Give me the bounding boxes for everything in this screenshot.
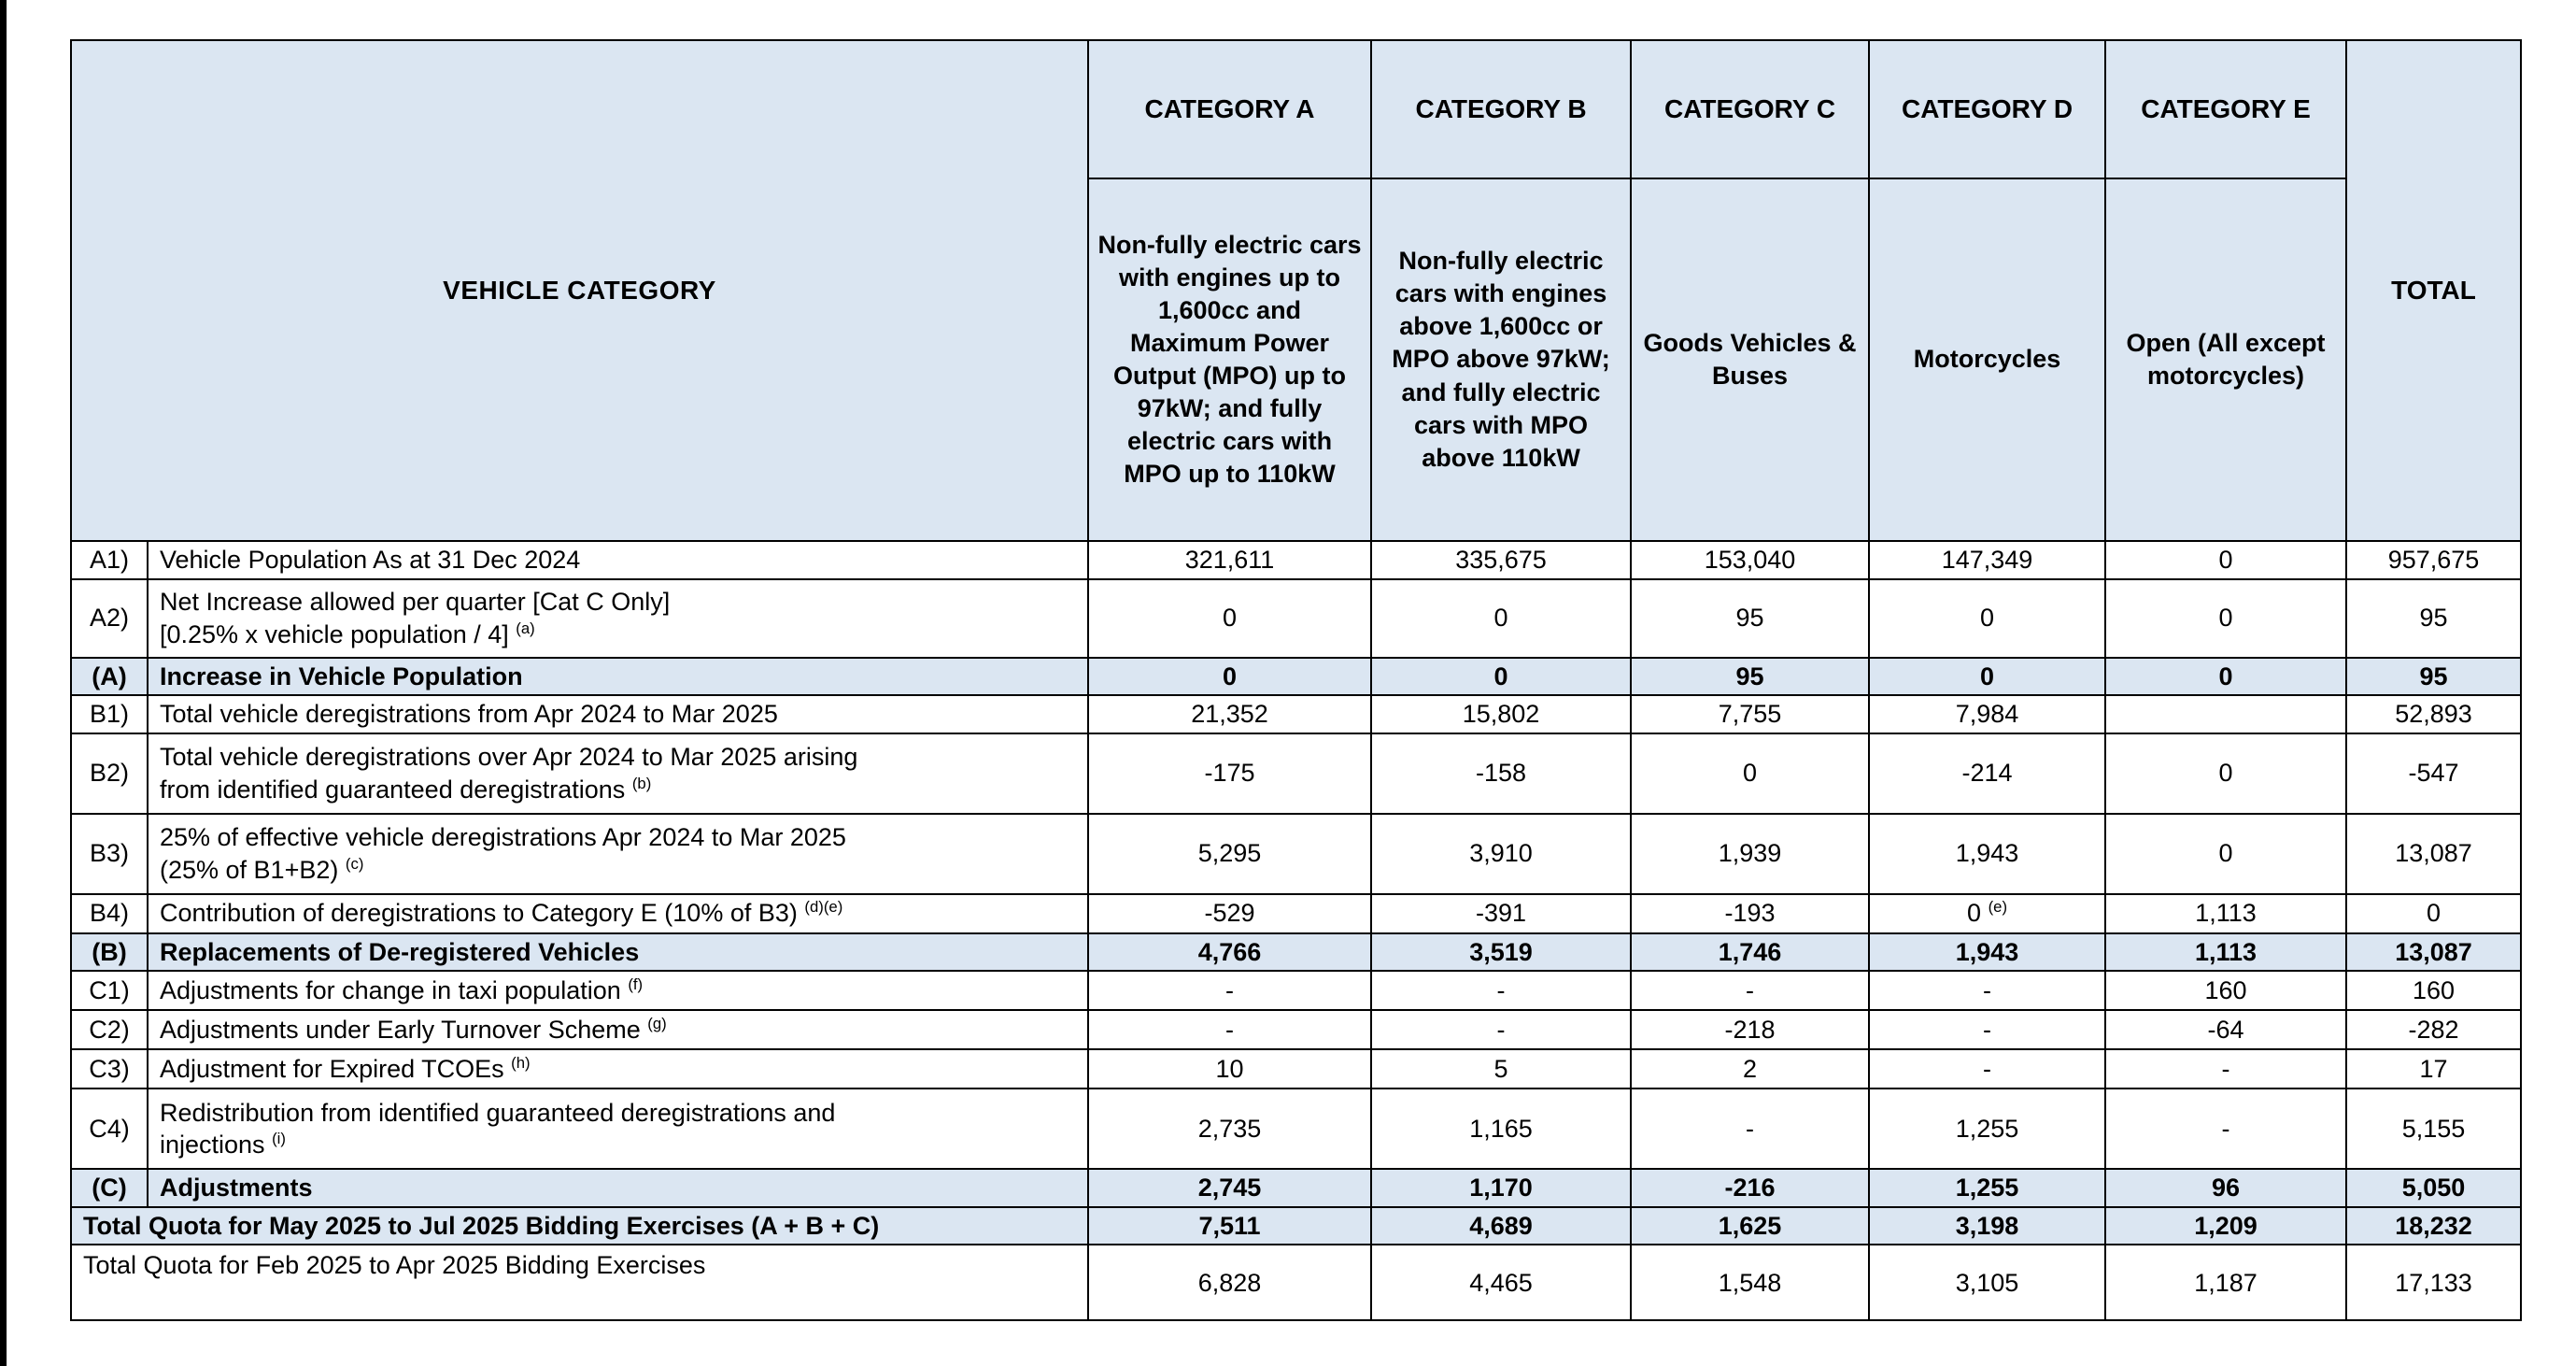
header-category-b: CATEGORY B (1371, 40, 1631, 178)
cell-total: 17,133 (2346, 1245, 2521, 1320)
cell-cat-e (2105, 695, 2346, 733)
table-row (71, 1207, 2521, 1245)
cell-cat-b: 4,689 (1371, 1207, 1631, 1245)
header-category-a: CATEGORY A (1088, 40, 1371, 178)
cell-cat-c: 95 (1631, 579, 1869, 658)
cell-cat-a: 2,745 (1088, 1169, 1371, 1207)
cell-total: 95 (2346, 658, 2521, 696)
desc-category-d: Motorcycles (1869, 178, 2105, 541)
cell-cat-b: 1,170 (1371, 1169, 1631, 1207)
cell-cat-b: - (1371, 1010, 1631, 1049)
cell-cat-b: 1,165 (1371, 1089, 1631, 1169)
desc-category-b: Non-fully electric cars with engines above 1,600cc or MPO above 97kW; and fully electric cars with MPO above 110kW (1371, 178, 1631, 541)
header-total: TOTAL (2346, 40, 2521, 541)
table-row (71, 733, 2521, 814)
table-row (71, 971, 2521, 1010)
row-id: A1) (71, 541, 148, 579)
row-label: Adjustment for Expired TCOEs $^{(h)}$ (148, 1049, 1088, 1089)
cell-cat-b: -391 (1371, 894, 1631, 933)
cell-cat-e: 1,113 (2105, 933, 2346, 972)
cell-total: 5,050 (2346, 1169, 2521, 1207)
row-id: B1) (71, 695, 148, 733)
row-label: Total Quota for May 2025 to Jul 2025 Bidding Exercises (A + B + C) (71, 1207, 1088, 1245)
cell-cat-b: 335,675 (1371, 541, 1631, 579)
cell-cat-c: - (1631, 971, 1869, 1010)
header-category-e: CATEGORY E (2105, 40, 2346, 178)
cell-cat-c: -193 (1631, 894, 1869, 933)
cell-total: -282 (2346, 1010, 2521, 1049)
row-id: C1) (71, 971, 148, 1010)
row-label: Total vehicle deregistrations over Apr 2024 to Mar 2025 arising from identified guaranteed deregistrations $^{(b)}$ (148, 733, 1088, 814)
cell-cat-a: 0 (1088, 658, 1371, 696)
cell-cat-d: 0 $^{(e)}$ (1869, 894, 2105, 933)
row-label: Adjustments for change in taxi population $^{(f)}$ (148, 971, 1088, 1010)
row-id: B3) (71, 814, 148, 894)
table-row (71, 933, 2521, 972)
table-row (71, 541, 2521, 579)
cell-total: 13,087 (2346, 814, 2521, 894)
row-label: 25% of effective vehicle deregistrations Apr 2024 to Mar 2025 (25% of B1+B2) $^{(c)}$ (148, 814, 1088, 894)
cell-cat-b: 0 (1371, 658, 1631, 696)
table-row (71, 579, 2521, 658)
cell-cat-e: -64 (2105, 1010, 2346, 1049)
row-id: C4) (71, 1089, 148, 1169)
cell-cat-c: 95 (1631, 658, 1869, 696)
row-label: Contribution of deregistrations to Category E (10% of B3) $^{(d)(e)}$ (148, 894, 1088, 933)
row-label: Replacements of De-registered Vehicles (148, 933, 1088, 972)
table-row (71, 1245, 2521, 1320)
desc-category-c: Goods Vehicles & Buses (1631, 178, 1869, 541)
cell-cat-d: 1,943 (1869, 814, 2105, 894)
cell-total: 0 (2346, 894, 2521, 933)
cell-cat-e: 1,187 (2105, 1245, 2346, 1320)
cell-cat-c: 1,939 (1631, 814, 1869, 894)
cell-cat-d: 147,349 (1869, 541, 2105, 579)
row-label: Total Quota for Feb 2025 to Apr 2025 Bidding Exercises (71, 1245, 1088, 1320)
cell-cat-c: - (1631, 1089, 1869, 1169)
cell-cat-e: 1,209 (2105, 1207, 2346, 1245)
cell-total: 160 (2346, 971, 2521, 1010)
row-label: Adjustments under Early Turnover Scheme $^{(g)}$ (148, 1010, 1088, 1049)
cell-cat-e: 0 (2105, 733, 2346, 814)
cell-cat-c: 2 (1631, 1049, 1869, 1089)
cell-cat-a: 10 (1088, 1049, 1371, 1089)
cell-cat-d: 0 (1869, 579, 2105, 658)
row-label: Vehicle Population As at 31 Dec 2024 (148, 541, 1088, 579)
row-id: (B) (71, 933, 148, 972)
cell-cat-b: 3,910 (1371, 814, 1631, 894)
cell-cat-d: 0 (1869, 658, 2105, 696)
cell-cat-d: 1,255 (1869, 1089, 2105, 1169)
cell-total: 13,087 (2346, 933, 2521, 972)
cell-total: 52,893 (2346, 695, 2521, 733)
cell-cat-b: 3,519 (1371, 933, 1631, 972)
header-category-c: CATEGORY C (1631, 40, 1869, 178)
cell-cat-c: 153,040 (1631, 541, 1869, 579)
cell-total: 18,232 (2346, 1207, 2521, 1245)
cell-total: -547 (2346, 733, 2521, 814)
row-label: Adjustments (148, 1169, 1088, 1207)
cell-cat-e: 1,113 (2105, 894, 2346, 933)
cell-cat-c: -218 (1631, 1010, 1869, 1049)
table-row (71, 814, 2521, 894)
cell-cat-d: - (1869, 1049, 2105, 1089)
cell-cat-a: - (1088, 1010, 1371, 1049)
cell-cat-c: 1,746 (1631, 933, 1869, 972)
table-row (71, 695, 2521, 733)
cell-cat-b: 5 (1371, 1049, 1631, 1089)
row-label: Redistribution from identified guaranteed deregistrations and injections $^{(i)}$ (148, 1089, 1088, 1169)
cell-cat-c: 1,548 (1631, 1245, 1869, 1320)
row-id: C3) (71, 1049, 148, 1089)
cell-cat-e: 0 (2105, 579, 2346, 658)
cell-cat-a: 5,295 (1088, 814, 1371, 894)
desc-category-a: Non-fully electric cars with engines up to 1,600cc and Maximum Power Output (MPO) up to 97kW; and fully electric cars with MPO up to 110kW (1088, 178, 1371, 541)
row-id: (C) (71, 1169, 148, 1207)
table-row (71, 1010, 2521, 1049)
cell-total: 957,675 (2346, 541, 2521, 579)
cell-cat-e: 0 (2105, 814, 2346, 894)
row-id: C2) (71, 1010, 148, 1049)
cell-cat-c: 7,755 (1631, 695, 1869, 733)
cell-cat-a: 2,735 (1088, 1089, 1371, 1169)
cell-cat-a: 321,611 (1088, 541, 1371, 579)
cell-cat-a: -529 (1088, 894, 1371, 933)
coe-quota-table (70, 39, 2522, 1321)
cell-cat-d: 1,943 (1869, 933, 2105, 972)
cell-cat-d: 7,984 (1869, 695, 2105, 733)
cell-cat-b: 15,802 (1371, 695, 1631, 733)
row-id: A2) (71, 579, 148, 658)
cell-total: 17 (2346, 1049, 2521, 1089)
cell-cat-b: 4,465 (1371, 1245, 1631, 1320)
cell-cat-c: -216 (1631, 1169, 1869, 1207)
cell-cat-d: -214 (1869, 733, 2105, 814)
table-row (71, 1089, 2521, 1169)
cell-cat-a: 6,828 (1088, 1245, 1371, 1320)
cell-cat-d: 3,198 (1869, 1207, 2105, 1245)
desc-category-e: Open (All except motorcycles) (2105, 178, 2346, 541)
cell-cat-a: 7,511 (1088, 1207, 1371, 1245)
cell-cat-e: 0 (2105, 541, 2346, 579)
row-label: Net Increase allowed per quarter [Cat C Only] [0.25% x vehicle population / 4] $^{(a)}$ (148, 579, 1088, 658)
page-left-border (0, 0, 7, 1366)
row-id: B4) (71, 894, 148, 933)
cell-cat-a: 4,766 (1088, 933, 1371, 972)
cell-cat-e: 96 (2105, 1169, 2346, 1207)
header-category-d: CATEGORY D (1869, 40, 2105, 178)
vehicle-category-header: VEHICLE CATEGORY (71, 40, 1088, 541)
row-label: Increase in Vehicle Population (148, 658, 1088, 696)
cell-cat-d: 3,105 (1869, 1245, 2105, 1320)
cell-cat-e: 160 (2105, 971, 2346, 1010)
cell-cat-e: - (2105, 1089, 2346, 1169)
row-label: Total vehicle deregistrations from Apr 2024 to Mar 2025 (148, 695, 1088, 733)
table-row (71, 1049, 2521, 1089)
cell-cat-b: 0 (1371, 579, 1631, 658)
cell-cat-d: - (1869, 1010, 2105, 1049)
cell-total: 5,155 (2346, 1089, 2521, 1169)
row-id: B2) (71, 733, 148, 814)
table-row (71, 894, 2521, 933)
cell-cat-d: - (1869, 971, 2105, 1010)
cell-cat-c: 1,625 (1631, 1207, 1869, 1245)
row-id: (A) (71, 658, 148, 696)
cell-cat-a: - (1088, 971, 1371, 1010)
cell-cat-a: 21,352 (1088, 695, 1371, 733)
cell-total: 95 (2346, 579, 2521, 658)
table-row (71, 1169, 2521, 1207)
table-row (71, 658, 2521, 696)
cell-cat-e: 0 (2105, 658, 2346, 696)
cell-cat-c: 0 (1631, 733, 1869, 814)
cell-cat-d: 1,255 (1869, 1169, 2105, 1207)
cell-cat-e: - (2105, 1049, 2346, 1089)
cell-cat-a: -175 (1088, 733, 1371, 814)
cell-cat-b: - (1371, 971, 1631, 1010)
cell-cat-b: -158 (1371, 733, 1631, 814)
cell-cat-a: 0 (1088, 579, 1371, 658)
